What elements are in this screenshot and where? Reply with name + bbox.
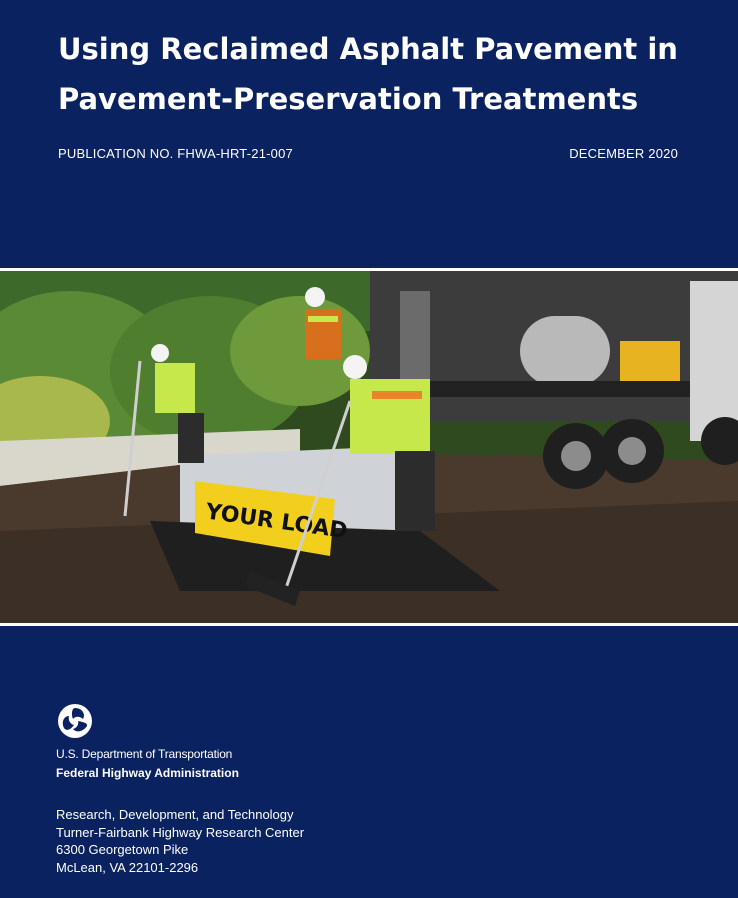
- truck-cab: [690, 281, 738, 441]
- address-block: [56, 806, 304, 876]
- publication-row: [58, 146, 678, 164]
- hedge-right: [230, 296, 370, 406]
- title-line-2: Pavement-Preservation Treatments: [58, 82, 639, 116]
- address-line-3: 6300 Georgetown Pike: [56, 842, 189, 857]
- report-title: [58, 24, 698, 124]
- publication-number: PUBLICATION NO. FHWA-HRT-21-007: [58, 146, 293, 161]
- truck-frame: [420, 381, 690, 397]
- paving-crew-illustration: [0, 271, 738, 623]
- banner-text: YOUR LOAD: [204, 499, 350, 545]
- address-line-1: Research, Development, and Technology: [56, 807, 294, 822]
- emulsion-tank: [520, 316, 610, 386]
- cover-photo: [0, 268, 738, 626]
- usdot-triskelion-icon: [58, 704, 92, 738]
- publication-date: DECEMBER 2020: [569, 146, 678, 161]
- administration-name: Federal Highway Administration: [56, 766, 239, 780]
- address-line-2: Turner-Fairbank Highway Research Center: [56, 824, 305, 840]
- address-line-4: McLean, VA 22101-2296: [56, 859, 199, 875]
- title-line-1: Using Reclaimed Asphalt Pavement in: [58, 32, 678, 66]
- department-name: U.S. Department of Transportation: [56, 747, 233, 761]
